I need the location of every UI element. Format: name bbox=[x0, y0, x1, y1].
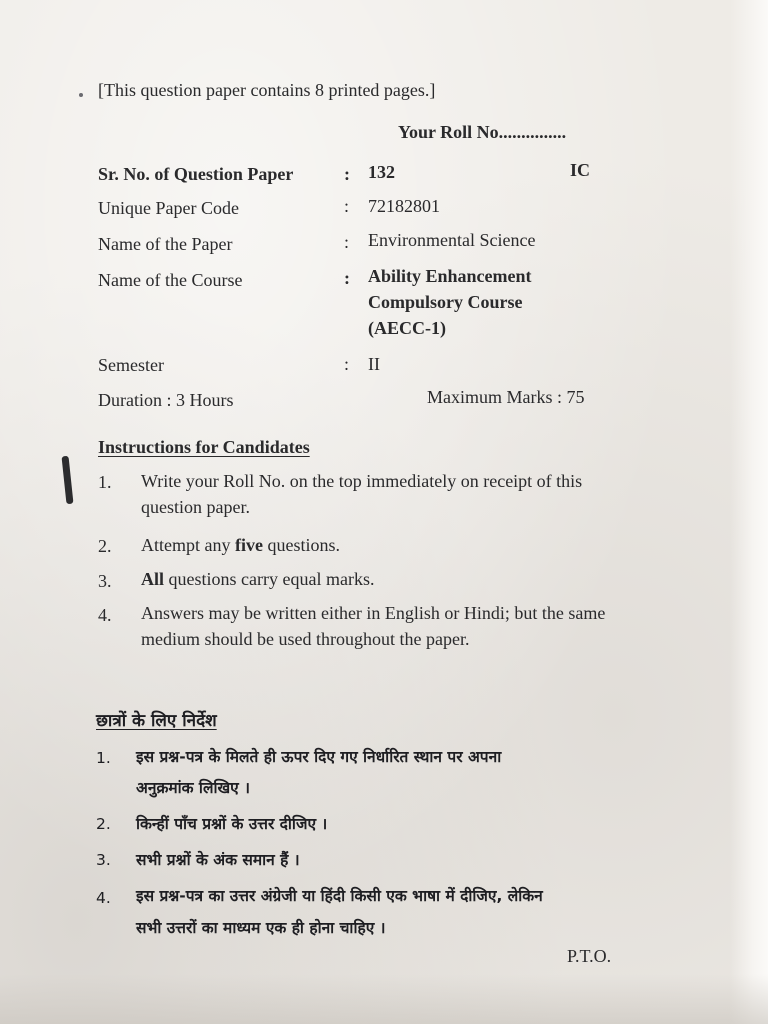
sr-no-value: 132 bbox=[368, 162, 395, 182]
course-line-2: Compulsory Course bbox=[368, 292, 523, 312]
duration: Duration : 3 Hours bbox=[98, 390, 234, 410]
course-line-1: Ability Enhancement bbox=[368, 266, 532, 286]
course-label: Name of the Course bbox=[98, 270, 243, 290]
paper-code-colon: : bbox=[344, 196, 350, 216]
instruction-4-number: 4. bbox=[98, 605, 112, 625]
course-colon: : bbox=[344, 268, 350, 288]
hindi-instruction-1-line-1: इस प्रश्न-पत्र के मिलते ही ऊपर दिए गए निर्धारित स्थान पर अपना bbox=[136, 748, 502, 766]
paper-name-value: Environmental Science bbox=[368, 230, 536, 250]
sr-no-label: Sr. No. of Question Paper bbox=[98, 164, 294, 184]
instruction-4-text: Answers may be written either in English or Hindi; but the same medium should be used throughout the paper. bbox=[141, 603, 606, 649]
hindi-instruction-4-line-2: सभी उत्तरों का माध्यम एक ही होना चाहिए । bbox=[136, 919, 386, 937]
instruction-3-text: All questions carry equal marks. bbox=[141, 569, 375, 589]
sr-no-colon: : bbox=[344, 164, 350, 184]
hindi-instruction-4-line-1: इस प्रश्न-पत्र का उत्तर अंग्रेजी या हिंदी किसी एक भाषा में दीजिए, लेकिन bbox=[136, 887, 543, 905]
sr-no-code: IC bbox=[570, 160, 591, 180]
instruction-2-text: Attempt any five questions. bbox=[141, 535, 340, 555]
hindi-heading: छात्रों के लिए निर्देश bbox=[96, 711, 217, 731]
hindi-instruction-1-line-2: अनुक्रमांक लिखिए । bbox=[136, 779, 250, 797]
instruction-2-number: 2. bbox=[98, 536, 112, 556]
max-marks: Maximum Marks : 75 bbox=[427, 387, 585, 407]
roll-no-line: Your Roll No............... bbox=[398, 122, 567, 142]
hindi-instruction-2-line-1: किन्हीं पाँच प्रश्नों के उत्तर दीजिए । bbox=[136, 815, 328, 833]
paper-code-value: 72182801 bbox=[368, 196, 440, 216]
bottom-shadow bbox=[0, 974, 768, 1024]
hindi-instruction-2-number: 2. bbox=[96, 815, 111, 833]
paper-name-label: Name of the Paper bbox=[98, 234, 233, 254]
hindi-instruction-3-number: 3. bbox=[96, 851, 111, 869]
bullet-dot bbox=[79, 93, 83, 97]
semester-label: Semester bbox=[98, 355, 164, 375]
instructions-heading: Instructions for Candidates bbox=[98, 437, 310, 457]
hindi-instruction-1-number: 1. bbox=[96, 749, 111, 767]
semester-colon: : bbox=[344, 354, 350, 374]
paper-name-colon: : bbox=[344, 232, 350, 252]
semester-value: II bbox=[368, 354, 380, 374]
hindi-instruction-3-line-1: सभी प्रश्नों के अंक समान हैं । bbox=[136, 851, 300, 869]
instruction-1-number: 1. bbox=[98, 472, 112, 492]
paper-code-label: Unique Paper Code bbox=[98, 198, 239, 218]
paper-edge bbox=[730, 0, 768, 1024]
header-note: [This question paper contains 8 printed pages.] bbox=[98, 80, 436, 100]
pto-label: P.T.O. bbox=[567, 946, 612, 966]
course-line-3: (AECC-1) bbox=[368, 318, 446, 338]
instruction-3-number: 3. bbox=[98, 571, 112, 591]
hindi-instruction-4-number: 4. bbox=[96, 889, 111, 907]
instruction-1-text: Write your Roll No. on the top immediately on receipt of this question paper. bbox=[141, 471, 583, 517]
